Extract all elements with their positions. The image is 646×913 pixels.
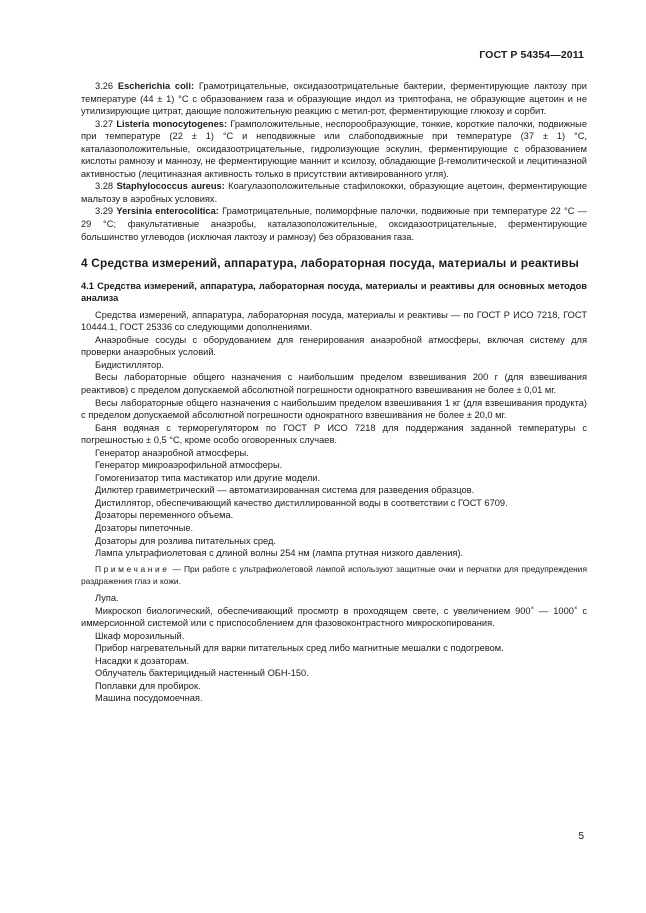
list-item: Насадки к дозаторам. [95, 655, 189, 666]
list-item: Дозаторы для розлива питательных сред. [95, 535, 276, 546]
section-4-heading: 4 Средства измерений, аппаратура, лабораторная посуда, материалы и реактивы [81, 256, 579, 271]
list-item: Облучатель бактерицидный настенный ОБН-150. [95, 668, 309, 679]
section-4-1-heading: 4.1 Средства измерений, аппаратура, лабораторная посуда, материалы и реактивы для основных методов анализа [81, 280, 587, 304]
definition-3-27: 3.27 Listeria monocytogenes: Грамположительные, неспорообразующие, тонкие, короткие палочки, подвижные при температуре (22 ± 1) °С и неподвижные или слабоподвижные при температуре (37 ± 1) °С, каталазоположительные, оксидазоотрицательные, гидролизующие эскулин, ферментирующие с образованием кислоты рамнозу и маннозу, не ферментирующие маннит и ксилозу, обладающие β-гемолитической и лецитиназной активностью (лецитиназная активность только в присутствии активированного угля). [81, 118, 588, 179]
equipment-list-b [81, 630, 587, 705]
list-item: Дилютер гравиметрический — автоматизированная система для разведения образцов. [95, 485, 475, 496]
definition-3-29: 3.29 Yersinia enterocolitica: Грамотрицательные, полиморфные палочки, подвижные при температуре 22 °С — 29 °С; факультативные анаэробы, каталазоположительные, оксидазоотрицательные, ферментирующие большинство углеводов (исключая лактозу и рамнозу) без образования газа. [81, 206, 588, 242]
list-item: Дистиллятор, обеспечивающий качество дистиллированной воды в соответствии с ГОСТ 6709. [95, 497, 508, 508]
list-item: Лупа. [95, 593, 119, 604]
microscope-item: Микроскоп биологический, обеспечивающий просмотр в проходящем свете, с увеличением 900× — 1000× с иммерсионной системой или с приспособлением для фазовоконтрастного микроскопирования. [81, 605, 587, 629]
document-header: ГОСТ Р 54354—2011 [479, 49, 584, 61]
page-number: 5 [578, 831, 584, 842]
term: Listeria monocytogenes: [116, 118, 228, 129]
list-item: Прибор нагревательный для варки питательных сред либо магнитные мешалки с подогревом. [95, 643, 504, 654]
list-item: Средства измерений, аппаратура, лабораторная посуда, материалы и реактивы — по ГОСТ Р ИСО 7218, ГОСТ 10444.1, ГОСТ 25336 со следующими дополнениями. [81, 309, 587, 333]
list-item: Баня водяная с терморегулятором по ГОСТ Р ИСО 7218 для поддержания заданной температуры с погрешностью ± 0,5 °С, кроме особо оговоренных случаев. [81, 422, 587, 446]
list-item: Гомогенизатор типа мастикатор или другие модели. [95, 472, 321, 483]
list-item: Шкаф морозильный. [95, 630, 185, 641]
definition-3-26: 3.26 Escherichia coli: Грамотрицательные, оксидазоотрицательные бактерии, ферментирующие лактозу при температуре (44 ± 1) °С с образованием газа и образующие индол из триптофана, не образующие ацетоин и не утилизирующие цитрат, дающие положительную реакцию с метил-рот, ферментирующие глюкозу и сорбит. [81, 81, 587, 117]
term: Staphylococcus aureus: [116, 181, 225, 192]
list-item: Машина посудомоечная. [95, 693, 203, 704]
definition-3-28: 3.28 Staphylococcus aureus: Коагулазоположительные стафилококки, образующие ацетоин, ферментирующие мальтозу в аэробных условиях. [81, 181, 587, 204]
list-item: Генератор анаэробной атмосферы. [95, 447, 249, 458]
list-item: Анаэробные сосуды с оборудованием для генерирования анаэробной атмосферы, включая систему для проверки анаэробных условий. [81, 334, 587, 358]
list-item: Дозаторы пипеточные. [95, 523, 194, 533]
list-item: Весы лабораторные общего назначения с наибольшим пределом взвешивания 200 г (для взвешивания реактивов) с пределом допускаемой абсолютной погрешности однократного взвешивания не более ± 0,01 мг. [81, 372, 587, 395]
list-item: Бидистиллятор. [95, 359, 164, 370]
equipment-list-a [81, 309, 587, 560]
list-item: Поплавки для пробирок. [95, 680, 201, 691]
list-item: Весы лабораторные общего назначения с наибольшим пределом взвешивания 1 кг (для взвешивания продукта) с пределом допускаемой абсолютной погрешности однократного взвешивания не более ± 20,0 мг. [81, 397, 587, 421]
term: Yersinia enterocolitica: [116, 206, 219, 217]
list-item: Дозаторы переменного объема. [95, 510, 234, 521]
list-item: Лампа ультрафиолетовая с длиной волны 254 нм (лампа ртутная низкого давления). [95, 548, 464, 559]
list-item: Генератор микроаэрофильной атмосферы. [95, 460, 283, 471]
note: Примечание — При работе с ультрафиолетовой лампой используют защитные очки и перчатки для предупреждения раздражения глаз и кожи. [81, 563, 587, 586]
page-content [81, 80, 587, 705]
note-label: Примечание [95, 563, 170, 574]
term: Escherichia coli: [117, 81, 195, 91]
